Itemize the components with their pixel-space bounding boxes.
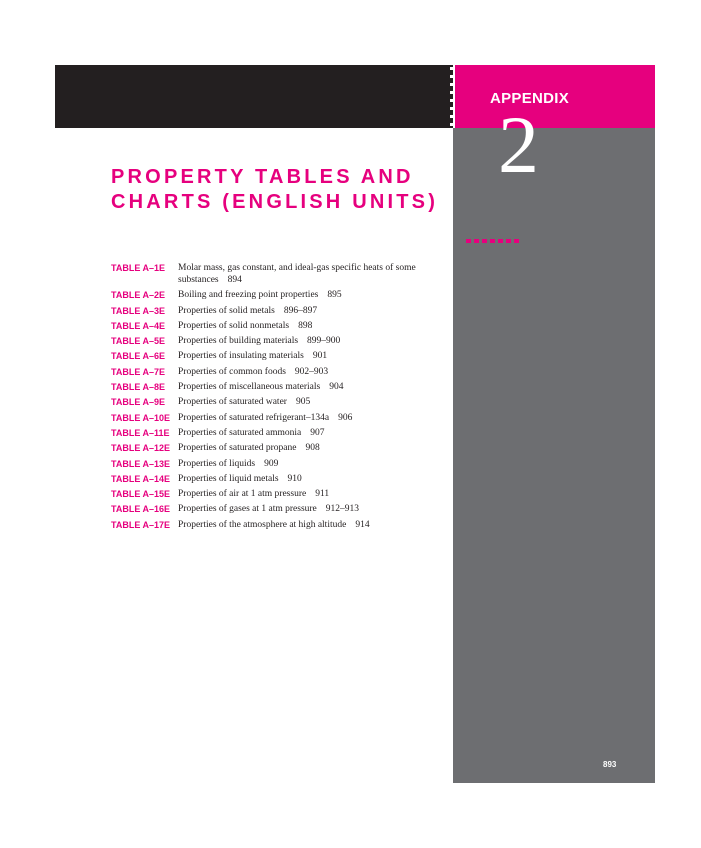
toc-row	[111, 320, 441, 332]
toc-row	[111, 473, 441, 485]
toc-description-text: Properties of building materials	[178, 336, 299, 347]
toc-table-label: TABLE A–2E	[111, 290, 166, 301]
toc-description-text: Properties of saturated ammonia	[178, 427, 302, 438]
toc-table-label: TABLE A–9E	[111, 397, 166, 408]
toc-table-label: TABLE A–4E	[111, 320, 166, 331]
toc-table-label: TABLE A–10E	[111, 412, 171, 423]
toc-page-number: 907	[310, 427, 325, 438]
toc-page-number: 898	[298, 320, 313, 331]
chapter-title-line-1: PROPERTY TABLES AND	[111, 166, 414, 188]
toc-description-text: Properties of saturated water	[178, 397, 287, 408]
toc-row	[111, 519, 441, 531]
toc-table-label: TABLE A–1E	[111, 263, 166, 273]
toc-row	[111, 396, 441, 408]
toc-description-text: Properties of saturated refrigerant–134a	[178, 412, 330, 423]
toc-page-number: 908	[305, 443, 320, 454]
toc-description-text: Properties of solid nonmetals	[178, 320, 290, 331]
toc-table-label: TABLE A–12E	[111, 443, 171, 454]
page-number: 893	[603, 760, 617, 769]
toc-table-label: TABLE A–14E	[111, 473, 171, 484]
toc-description-text: Boiling and freezing point properties	[178, 290, 319, 301]
toc-description	[178, 412, 441, 424]
toc-description-text: Properties of saturated propane	[178, 443, 297, 454]
toc-description-text: Properties of solid metals	[178, 305, 275, 316]
toc-description-text: Properties of common foods	[178, 366, 286, 377]
toc-description	[178, 335, 441, 347]
appendix-label: APPENDIX	[490, 90, 570, 107]
toc-page-number: 904	[329, 382, 344, 393]
toc-description-text: Properties of insulating materials	[178, 351, 304, 362]
toc-table-label: TABLE A–15E	[111, 489, 171, 500]
toc-description	[178, 289, 441, 301]
toc-row	[111, 488, 441, 500]
toc-table-label: TABLE A–8E	[111, 382, 166, 393]
toc-row	[111, 412, 441, 424]
toc-table-label: TABLE A–7E	[111, 366, 166, 377]
toc-page-number: 905	[295, 397, 311, 408]
toc-table-label: TABLE A–13E	[111, 458, 171, 469]
table-of-contents	[111, 262, 441, 534]
toc-description	[178, 458, 441, 470]
toc-description	[178, 396, 441, 408]
toc-description-text: Properties of miscellaneous materials	[178, 382, 321, 393]
toc-table-label: TABLE A–17E	[111, 519, 171, 530]
toc-table-label: TABLE A–11E	[111, 427, 170, 438]
toc-table-label: TABLE A–5E	[111, 336, 166, 347]
toc-description	[178, 519, 441, 531]
toc-description	[178, 473, 441, 485]
toc-description	[178, 262, 441, 286]
toc-description	[178, 366, 441, 378]
toc-row	[111, 366, 441, 378]
toc-description-text: Properties of gases at 1 atm pressure	[178, 504, 317, 515]
toc-description	[178, 381, 441, 393]
toc-row	[111, 289, 441, 301]
toc-description	[178, 427, 441, 439]
toc-description	[178, 488, 441, 500]
toc-description-text: Properties of the atmosphere at high altitude	[178, 519, 347, 530]
toc-page-number: 895	[327, 290, 342, 301]
toc-table-label: TABLE A–16E	[111, 504, 171, 515]
chapter-title	[111, 165, 438, 215]
toc-page-number: 902–903	[294, 366, 329, 377]
toc-row	[111, 503, 441, 515]
toc-table-label: TABLE A–6E	[111, 351, 166, 362]
toc-page-number: 911	[315, 489, 330, 500]
toc-description-text: Properties of air at 1 atm pressure	[178, 489, 307, 500]
toc-row	[111, 442, 441, 454]
toc-description	[178, 442, 441, 454]
toc-page-number: 894	[227, 275, 242, 285]
toc-row	[111, 305, 441, 317]
appendix-number: 2	[498, 99, 539, 190]
toc-page-number: 896–897	[283, 305, 318, 316]
toc-table-label: TABLE A–3E	[111, 305, 166, 316]
toc-page-number: 910	[287, 473, 302, 484]
toc-page-number: 906	[338, 412, 353, 423]
toc-row	[111, 427, 441, 439]
toc-row	[111, 458, 441, 470]
toc-page-number: 901	[312, 351, 328, 362]
toc-description-text: Properties of liquid metals	[178, 473, 279, 484]
toc-page-number: 899–900	[307, 336, 341, 347]
toc-description-text: Molar mass, gas constant, and ideal-gas specific heats of some substances	[178, 263, 416, 285]
header-black-bar	[55, 65, 453, 128]
decorative-dots	[466, 239, 519, 243]
toc-description	[178, 305, 441, 317]
toc-row	[111, 335, 441, 347]
chapter-title-line-2: CHARTS (ENGLISH UNITS)	[111, 191, 439, 213]
side-panel	[453, 128, 655, 783]
toc-row	[111, 262, 441, 286]
toc-description-text: Properties of liquids	[178, 458, 256, 469]
toc-row	[111, 381, 441, 393]
toc-description	[178, 503, 441, 515]
toc-row	[111, 350, 441, 362]
toc-page-number: 914	[355, 519, 370, 530]
toc-description	[178, 320, 441, 332]
toc-description	[178, 350, 441, 362]
toc-page-number: 912–913	[325, 504, 360, 515]
toc-page-number: 909	[264, 458, 279, 469]
